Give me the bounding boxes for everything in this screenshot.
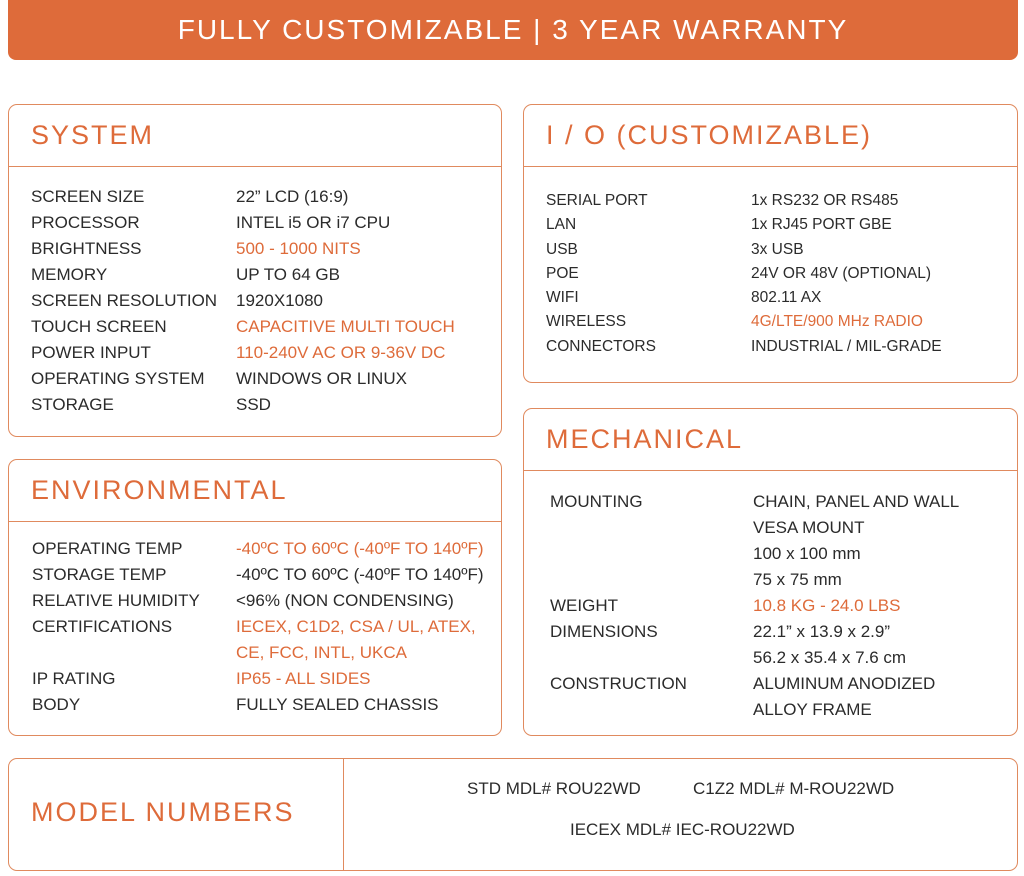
- spec-value: 1x RS232 OR RS485: [751, 192, 899, 209]
- spec-value: ALUMINUM ANODIZED: [753, 674, 936, 693]
- spec-label: DIMENSIONS: [550, 622, 658, 641]
- spec-value: INTEL i5 OR i7 CPU: [236, 213, 391, 232]
- spec-label: IP RATING: [32, 669, 116, 688]
- spec-value: 75 x 75 mm: [753, 570, 842, 589]
- spec-row: [32, 536, 492, 562]
- spec-value: 24V OR 48V (OPTIONAL): [751, 264, 932, 282]
- model-numbers-title: MODEL NUMBERS: [31, 797, 295, 827]
- spec-value: -40ºC TO 60ºC (-40ºF TO 140ºF): [236, 539, 484, 558]
- model-numbers-divider: [343, 759, 344, 870]
- spec-value: UP TO 64 GB: [236, 265, 340, 284]
- spec-label: USB: [546, 240, 578, 258]
- spec-label: [550, 515, 753, 541]
- spec-value: 56.2 x 35.4 x 7.6 cm: [753, 648, 907, 667]
- std-model-number: STD MDL# ROU22WD: [467, 779, 641, 798]
- spec-row: [31, 210, 491, 236]
- environmental-card: [8, 459, 502, 736]
- spec-label: LAN: [546, 216, 577, 234]
- spec-value: VESA MOUNT: [753, 518, 865, 537]
- spec-row: [546, 213, 1006, 237]
- spec-row: [31, 392, 491, 418]
- spec-row: [550, 645, 1010, 671]
- spec-row: [31, 184, 491, 210]
- spec-row: [32, 562, 492, 588]
- spec-value: INDUSTRIAL / MIL-GRADE: [751, 337, 942, 355]
- io-card: [523, 104, 1018, 383]
- spec-label: SCREEN SIZE: [31, 187, 145, 206]
- environmental-title: ENVIRONMENTAL: [9, 460, 501, 522]
- system-title: SYSTEM: [9, 105, 501, 167]
- spec-label: CONNECTORS: [546, 337, 656, 355]
- spec-value: 110-240V AC OR 9-36V DC: [236, 343, 446, 362]
- spec-value: IECEX, C1D2, CSA / UL, ATEX,: [236, 617, 476, 636]
- spec-value: CE, FCC, INTL, UKCA: [236, 643, 407, 662]
- spec-value: FULLY SEALED CHASSIS: [236, 695, 439, 714]
- spec-value: 100 x 100 mm: [753, 544, 861, 563]
- iecex-model-number: IECEX MDL# IEC-ROU22WD: [570, 820, 795, 839]
- spec-value: 22.1” x 13.9 x 2.9”: [753, 622, 891, 641]
- spec-label: STORAGE TEMP: [32, 565, 167, 584]
- spec-label: MEMORY: [31, 265, 108, 284]
- spec-label: POE: [546, 264, 579, 282]
- spec-row: [31, 236, 491, 262]
- spec-row: [31, 262, 491, 288]
- spec-row: [31, 288, 491, 314]
- spec-value: 10.8 KG - 24.0 LBS: [753, 596, 901, 615]
- spec-value: SSD: [236, 395, 271, 414]
- io-rows: [546, 189, 1006, 359]
- spec-value: 4G/LTE/900 MHz RADIO: [751, 313, 923, 331]
- spec-row: [32, 640, 492, 666]
- spec-row: [546, 238, 1006, 262]
- spec-row: [546, 286, 1006, 310]
- spec-label: WEIGHT: [550, 596, 618, 615]
- spec-label: CONSTRUCTION: [550, 674, 687, 693]
- spec-row: [32, 614, 492, 640]
- spec-value: CHAIN, PANEL AND WALL: [753, 492, 960, 511]
- spec-label: SCREEN RESOLUTION: [31, 291, 218, 310]
- spec-label: [550, 697, 753, 723]
- spec-row: [546, 310, 1006, 334]
- spec-label: BRIGHTNESS: [31, 239, 142, 258]
- system-card: [8, 104, 502, 437]
- spec-label: SERIAL PORT: [546, 192, 648, 209]
- spec-row: [550, 567, 1010, 593]
- spec-label: [32, 640, 236, 666]
- c1z2-model-number: C1Z2 MDL# M-ROU22WD: [693, 779, 895, 798]
- spec-label: WIRELESS: [546, 313, 627, 331]
- mechanical-card: [523, 408, 1018, 736]
- spec-value: 1x RJ45 PORT GBE: [751, 216, 892, 234]
- spec-row: [550, 593, 1010, 619]
- spec-label: MOUNTING: [550, 492, 643, 511]
- spec-row: [546, 335, 1006, 359]
- spec-row: [550, 619, 1010, 645]
- spec-value: WINDOWS OR LINUX: [236, 369, 407, 388]
- spec-label: BODY: [32, 695, 81, 714]
- model-numbers-card: [8, 758, 1018, 871]
- warranty-banner: FULLY CUSTOMIZABLE | 3 YEAR WARRANTY: [8, 0, 1018, 60]
- spec-row: [32, 666, 492, 692]
- mechanical-rows: [550, 489, 1010, 723]
- spec-value: 802.11 AX: [751, 289, 822, 307]
- system-rows: [31, 184, 491, 418]
- spec-value: IP65 - ALL SIDES: [236, 669, 371, 688]
- spec-row: [550, 489, 1010, 515]
- spec-value: <96% (NON CONDENSING): [236, 591, 454, 610]
- spec-value: 1920X1080: [236, 291, 323, 310]
- spec-row: [550, 515, 1010, 541]
- spec-row: [31, 366, 491, 392]
- spec-value: 500 - 1000 NITS: [236, 239, 361, 258]
- spec-row: [550, 671, 1010, 697]
- spec-row: [546, 262, 1006, 286]
- spec-label: RELATIVE HUMIDITY: [32, 591, 200, 610]
- spec-row: [31, 340, 491, 366]
- spec-label: TOUCH SCREEN: [31, 317, 167, 336]
- spec-row: [550, 697, 1010, 723]
- spec-label: [550, 541, 753, 567]
- spec-value: ALLOY FRAME: [753, 700, 872, 719]
- spec-label: PROCESSOR: [31, 213, 140, 232]
- spec-label: POWER INPUT: [31, 343, 151, 362]
- spec-row: [546, 189, 1006, 213]
- spec-label: [550, 567, 753, 593]
- environmental-rows: [32, 536, 492, 718]
- spec-label: CERTIFICATIONS: [32, 617, 173, 636]
- spec-label: STORAGE: [31, 395, 114, 414]
- io-title: I / O (CUSTOMIZABLE): [524, 105, 1017, 167]
- spec-label: [550, 645, 753, 671]
- mechanical-title: MECHANICAL: [524, 409, 1017, 471]
- spec-row: [32, 588, 492, 614]
- spec-value: -40ºC TO 60ºC (-40ºF TO 140ºF): [236, 565, 484, 584]
- spec-label: OPERATING SYSTEM: [31, 369, 205, 388]
- spec-label: OPERATING TEMP: [32, 539, 183, 558]
- spec-row: [550, 541, 1010, 567]
- spec-label: WIFI: [546, 289, 579, 307]
- spec-value: 22” LCD (16:9): [236, 187, 349, 206]
- spec-row: [32, 692, 492, 718]
- spec-row: [31, 314, 491, 340]
- spec-value: CAPACITIVE MULTI TOUCH: [236, 317, 455, 336]
- spec-value: 3x USB: [751, 240, 804, 258]
